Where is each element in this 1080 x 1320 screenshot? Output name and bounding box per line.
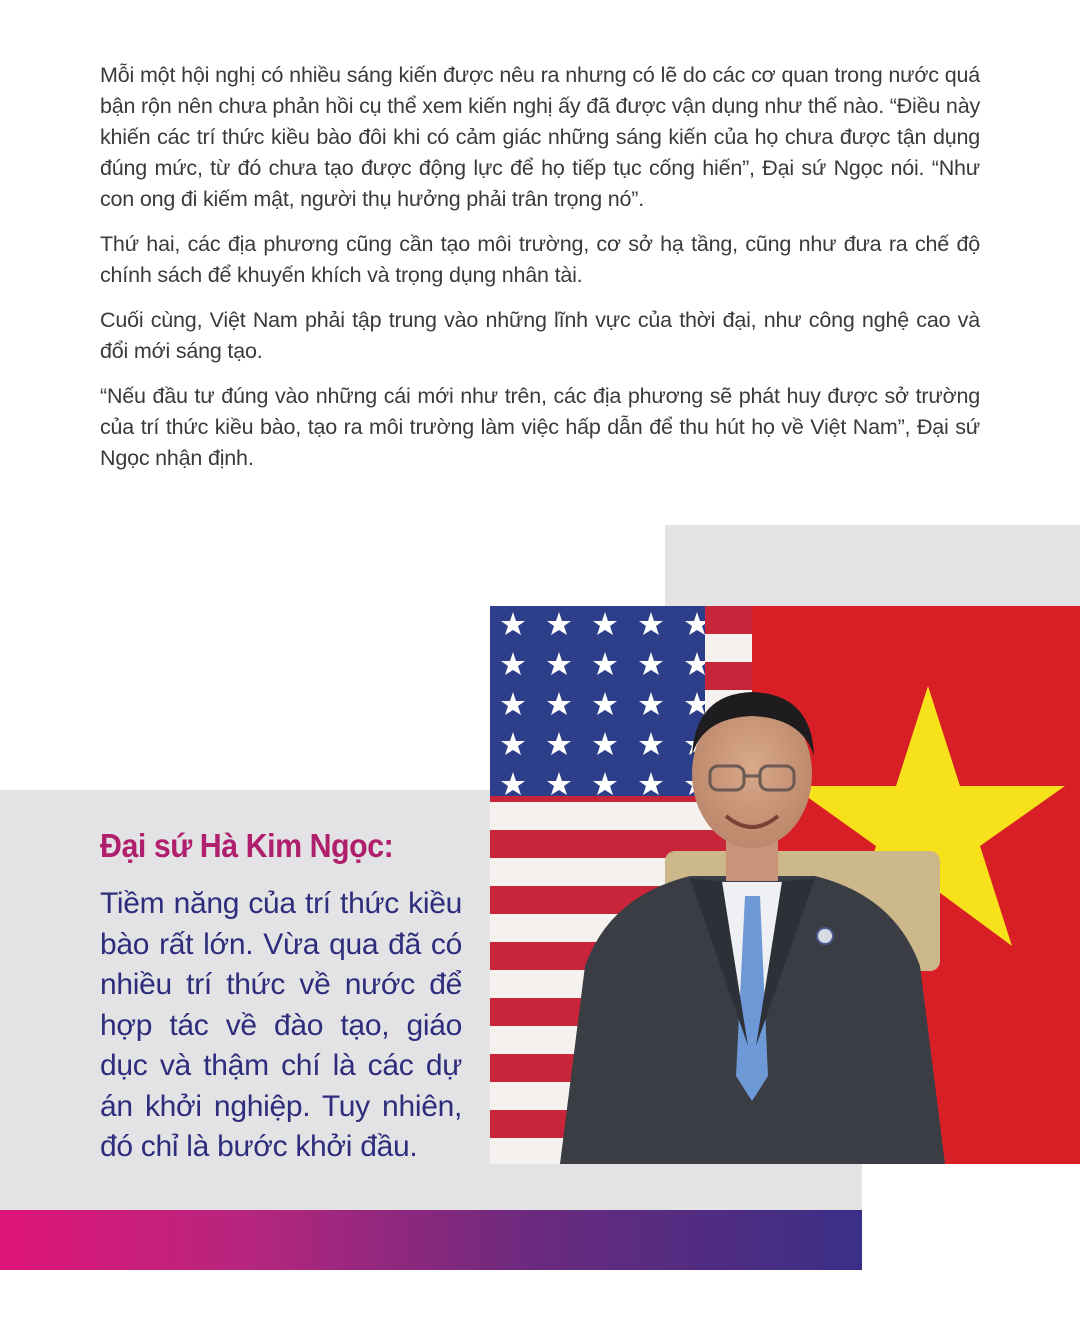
quote-text: Tiềm năng của trí thức kiều bào rất lớn. Vừa qua đã có nhiều trí thức về nước để hợp tác về đào tạo, giáo dục và thậm chí là các dự án khởi nghiệp. Tuy nhiên, đó chỉ là bước khởi đầu. [100,887,462,1163]
decorative-panel-top [665,525,1080,607]
gradient-bar [0,1210,862,1270]
article-paragraph: Mỗi một hội nghị có nhiều sáng kiến được nêu ra nhưng có lẽ do các cơ quan trong nước quá bận rộn nên chưa phản hồi cụ thể xem kiến nghị ấy đã được vận dụng như thế nào. “Điều này khiến các trí thức kiều bào đôi khi có cảm giác những sáng kiến của họ chưa được tận dụng đúng mức, từ đó chưa tạo được động lực để họ tiếp tục cống hiến”, Đại sứ Ngọc nói. “Như con ong đi kiếm mật, người thụ hưởng phải trân trọng nó”. [100,63,980,211]
article-paragraph: “Nếu đầu tư đúng vào những cái mới như trên, các địa phương sẽ phát huy được sở trường của trí thức kiều bào, tạo ra môi trường làm việc hấp dẫn để thu hút họ về Việt Nam”, Đại sứ Ngọc nhận định. [100,384,980,470]
quote-title: Đại sứ Hà Kim Ngọc: [100,827,394,864]
article-paragraph: Thứ hai, các địa phương cũng cần tạo môi trường, cơ sở hạ tầng, cũng như đưa ra chế độ chính sách để khuyến khích và trọng dụng nhân tài. [100,232,980,287]
article-body [100,60,980,488]
article-paragraph: Cuối cùng, Việt Nam phải tập trung vào những lĩnh vực của thời đại, như công nghệ cao và đổi mới sáng tạo. [100,308,980,363]
ambassador-photo [490,606,1080,1164]
